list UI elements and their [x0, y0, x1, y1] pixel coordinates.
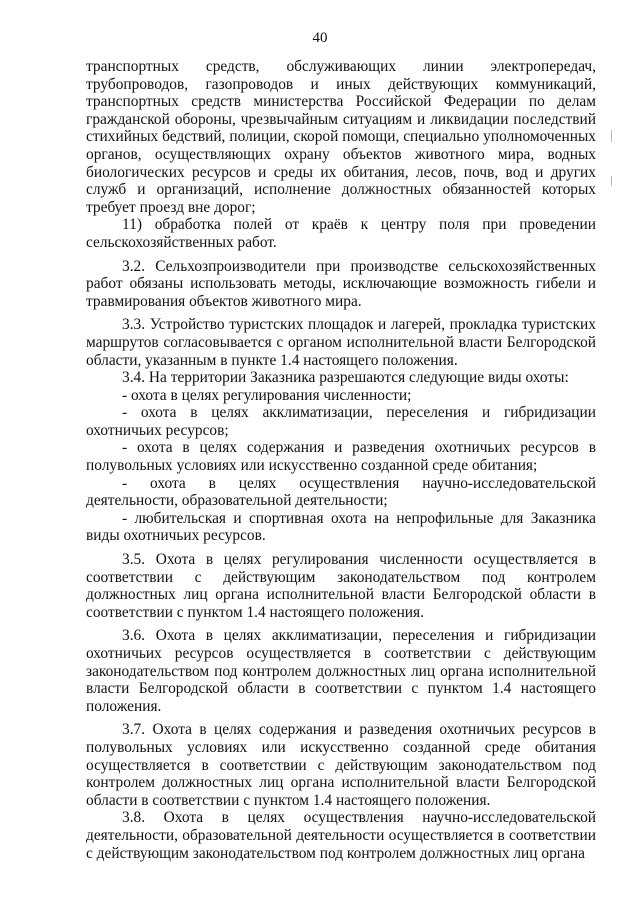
scan-mark	[611, 130, 612, 142]
paragraph-continuation: транспортных средств, обслуживающих линии электропередач, трубопроводов, газопроводов и иных действующих коммуникаций, транспортных средств министерства Российской Федерации по делам гражданской обороны, чрезвычайным ситуациям и ликвидации последствий стихийных бедствий, полиции, скорой помощи, специально уполномоченных органов, осуществляющих охрану объектов животного мира, водных биологических ресурсов и среды их обитания, лесов, почв, вод и других служб и организаций, исполнение должностных обязанностей которых требует проезд вне дорог;	[86, 58, 596, 216]
paragraph-3-3: 3.3. Устройство туристских площадок и лагерей, прокладка туристских маршрутов согласовывается с органом исполнительной власти Белгородской области, указанным в пункте 1.4 настоящего положения.	[86, 316, 596, 369]
hunting-type-item: - охота в целях содержания и разведения охотничьих ресурсов в полувольных условиях или искусственно созданной среде обитания;	[86, 439, 596, 475]
hunting-type-item: - охота в целях регулирования численности;	[122, 386, 412, 404]
list-item-11: 11) обработка полей от краёв к центру поля при проведении сельскохозяйственных работ.	[86, 216, 596, 251]
hunting-type-item: - охота в целях осуществления научно-исследовательской деятельности, образовательной деятельности;	[86, 474, 596, 510]
paragraph-3-5: 3.5. Охота в целях регулирования численности осуществляется в соответствии с действующим законодательством под контролем должностных лиц органа исполнительной власти Белгородской области в соответствии с пунктом 1.4 настоящего положения.	[86, 551, 596, 621]
scan-mark	[611, 176, 612, 186]
hunting-type-item: - охота в целях акклиматизации, переселения и гибридизации охотничьих ресурсов;	[86, 404, 596, 439]
page-number: 40	[312, 30, 328, 46]
paragraph-3-2: 3.2. Сельхозпроизводители при производстве сельскохозяйственных работ обязаны использовать методы, исключающие возможность гибели и травмирования объектов животного мира.	[86, 257, 596, 310]
paragraph-3-8: 3.8. Охота в целях осуществления научно-исследовательской деятельности, образовательной деятельности осуществляется в соответствии с действующим законодательством под контролем должностных лиц органа	[86, 809, 596, 862]
hunting-type-item: - любительская и спортивная охота на непрофильные для Заказника виды охотничьих ресурсов.	[86, 509, 596, 545]
paragraph-3-4: 3.4. На территории Заказника разрешаются следующие виды охоты:	[122, 369, 569, 387]
paragraph-3-7: 3.7. Охота в целях содержания и разведения охотничьих ресурсов в полувольных условиях или искусственно созданной среде обитания осуществляется в соответствии с действующим законодательством под контролем должностных лиц органа исполнительной власти Белгородской области в соответствии с пунктом 1.4 настоящего положения.	[86, 721, 596, 809]
document-body	[86, 58, 596, 862]
paragraph-3-6: 3.6. Охота в целях акклиматизации, переселения и гибридизации охотничьих ресурсов осуществляется в соответствии с действующим законодательством под контролем должностных лиц органа исполнительной власти Белгородской области в соответствии с пунктом 1.4 настоящего положения.	[86, 627, 596, 715]
